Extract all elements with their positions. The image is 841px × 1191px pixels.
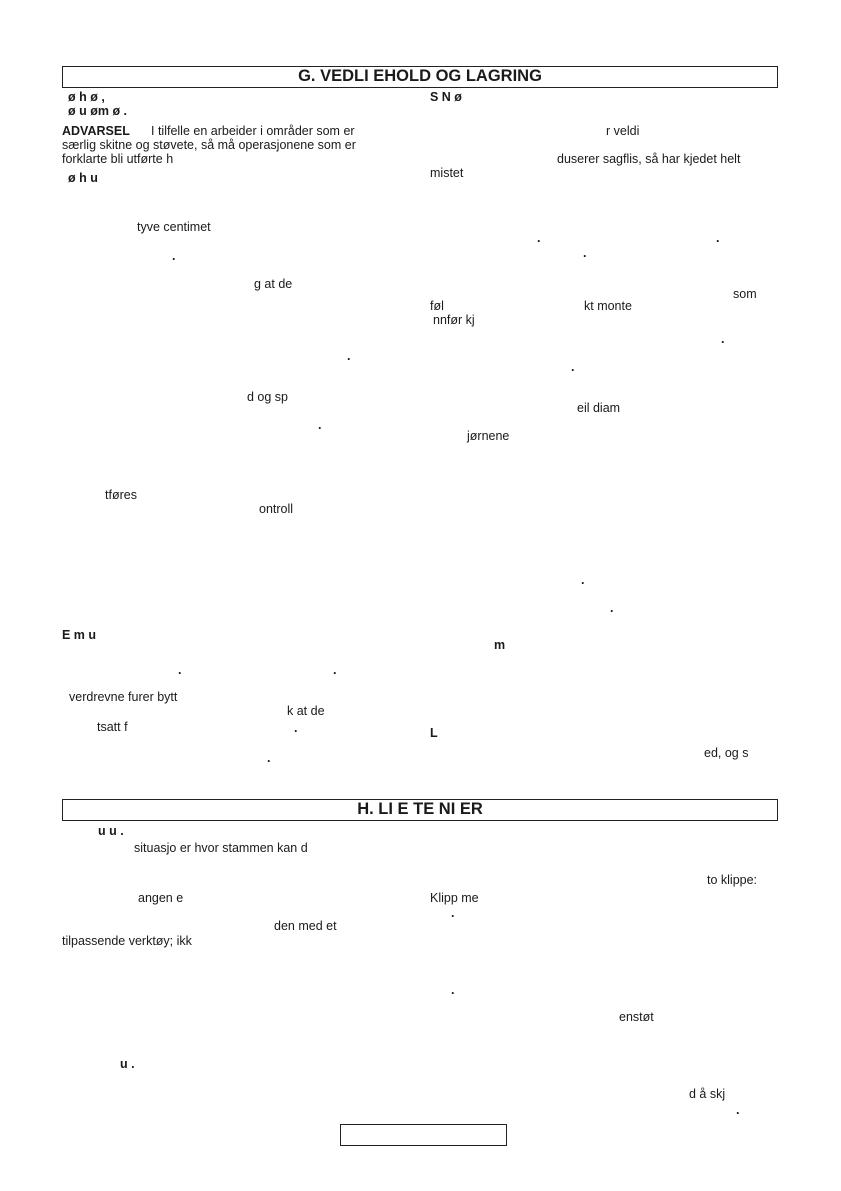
text-fragment: k at de xyxy=(287,704,325,718)
text-fragment: . xyxy=(294,721,298,735)
section-g-header xyxy=(62,66,778,88)
section-h-header xyxy=(62,799,778,821)
text-fragment: . xyxy=(333,663,337,677)
text-fragment: . xyxy=(583,246,587,260)
text-fragment: S N ø xyxy=(430,90,462,104)
text-fragment: . xyxy=(537,231,541,245)
text-fragment: . xyxy=(172,249,176,263)
text-fragment: to klippe: xyxy=(707,873,758,887)
text-fragment: . xyxy=(721,332,725,346)
text-fragment: særlig skitne og støvete, så må operasjonene som er xyxy=(62,138,356,152)
text-fragment: forklarte bli utførte h xyxy=(62,152,174,166)
text-fragment: m xyxy=(494,638,506,652)
section-h-title: H. LI E TE NI ER xyxy=(357,800,483,818)
text-fragment: . xyxy=(347,349,351,363)
text-fragment: . xyxy=(581,573,585,587)
text-fragment: tyve centimet xyxy=(137,220,211,234)
text-fragment: L xyxy=(430,726,438,740)
section-g-title: G. VEDLI EHOLD OG LAGRING xyxy=(298,67,542,85)
text-fragment: situasjo er hvor stammen kan d xyxy=(134,841,308,855)
text-fragment: tsatt f xyxy=(97,720,128,734)
text-fragment: som xyxy=(733,287,757,301)
text-fragment: den med et xyxy=(274,919,337,933)
text-fragment: ø h ø , xyxy=(68,90,105,104)
text-fragment: ø h u xyxy=(68,171,98,185)
text-fragment: ontroll xyxy=(259,502,294,516)
text-fragment: u . xyxy=(120,1057,135,1071)
text-fragment: duserer sagflis, så har kjedet helt xyxy=(557,152,741,166)
text-fragment: u u . xyxy=(98,824,124,838)
text-fragment: verdrevne furer bytt xyxy=(69,690,178,704)
text-fragment: eil diam xyxy=(577,401,621,415)
text-fragment: . xyxy=(178,663,182,677)
text-fragment: Klipp me xyxy=(430,891,479,905)
text-fragment: . xyxy=(736,1103,740,1117)
text-fragment: ed, og s xyxy=(704,746,749,760)
text-fragment: ADVARSEL xyxy=(62,124,130,138)
text-fragment: mistet xyxy=(430,166,464,180)
text-fragment: føl xyxy=(430,299,444,313)
text-fragment: . xyxy=(451,983,455,997)
text-fragment: angen e xyxy=(138,891,184,905)
page-footer-box xyxy=(340,1124,507,1146)
text-fragment: . xyxy=(267,751,271,765)
text-fragment: d å skj xyxy=(689,1087,726,1101)
text-fragment: . xyxy=(451,906,455,920)
text-fragment: . xyxy=(571,360,575,374)
text-fragment: E m u xyxy=(62,628,97,642)
text-fragment: . xyxy=(610,601,614,615)
text-fragment: g at de xyxy=(254,277,293,291)
text-fragment: d og sp xyxy=(247,390,289,404)
text-fragment: tføres xyxy=(105,488,137,502)
text-fragment: jørnene xyxy=(467,429,510,443)
text-fragment: tilpassende verktøy; ikk xyxy=(62,934,192,948)
text-fragment: I tilfelle en arbeider i områder som er xyxy=(151,124,355,138)
text-fragment: enstøt xyxy=(619,1010,654,1024)
text-fragment: kt monte xyxy=(584,299,632,313)
text-fragment: . xyxy=(318,418,322,432)
text-fragment: . xyxy=(716,231,720,245)
text-fragment: ø u øm ø . xyxy=(68,104,128,118)
text-fragment: nnfør kj xyxy=(433,313,475,327)
text-fragment: r veldi xyxy=(606,124,640,138)
